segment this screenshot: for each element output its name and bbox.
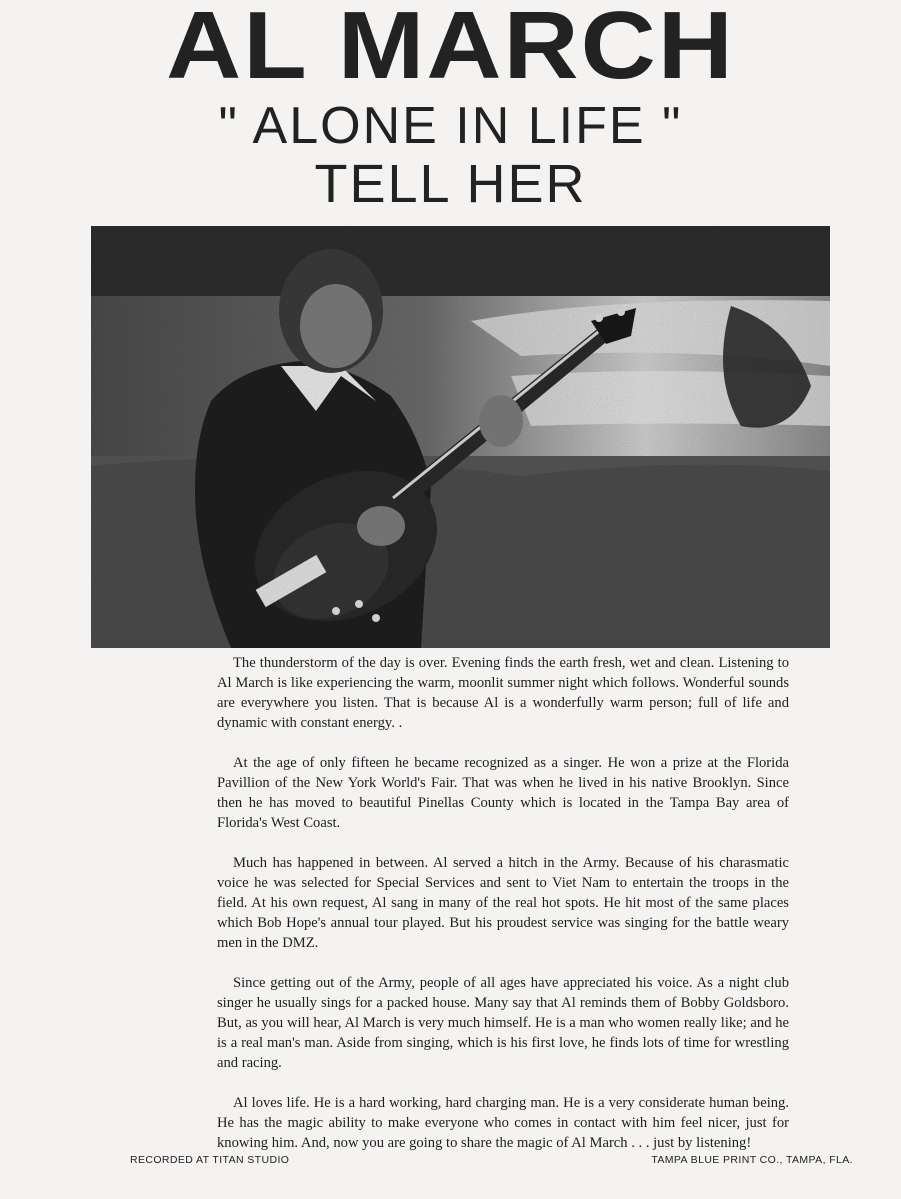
printer-credit: TAMPA BLUE PRINT CO., TAMPA, FLA.	[651, 1154, 853, 1166]
bio-paragraph-3: Much has happened in between. Al served a hitch in the Army. Because of his charasmatic voice he was selected for Special Services and sent to Viet Nam to entertain the troops in the field. At his own request, Al sang in many of the real hot spots. He hit most of the same places which Bob Hope's annual tour played. But his proudest service was singing for the battle weary men in the DMZ.	[217, 855, 789, 951]
studio-credit: RECORDED AT TITAN STUDIO	[130, 1154, 290, 1166]
song-title-alone-in-life: " ALONE IN LIFE "	[218, 97, 683, 155]
biography-text	[217, 653, 789, 1173]
photo-guitarist-icon	[91, 226, 830, 648]
song-title-tell-her: TELL HER	[314, 154, 587, 214]
bio-paragraph-2: At the age of only fifteen he became recognized as a singer. He won a prize at the Florida Pavillion of the New York World's Fair. That was when he lived in his native Brooklyn. Since then he has moved to beautiful Pinellas County which is located in the Tampa Bay area of Florida's West Coast.	[217, 755, 789, 831]
bio-paragraph-4: Since getting out of the Army, people of all ages have appreciated his voice. As a night club singer he usually sings for a packed house. Many say that Al reminds them of Bobby Goldsboro. But, as you will hear, Al March is very much himself. He is a man who women really like; and he is a real man's man. Aside from singing, which is his first love, he finds lots of time for wrestling and racing.	[217, 975, 789, 1071]
artist-name: AL MARCH	[166, 0, 735, 100]
photo-guitarist-by-lake	[91, 226, 830, 648]
bio-paragraph-1: The thunderstorm of the day is over. Evening finds the earth fresh, wet and clean. Listening to Al March is like experiencing the warm, moonlit summer night which follows. Wonderful sounds are everywhere you listen. That is because Al is a wonderfully warm person; full of life and dynamic with constant energy. .	[217, 655, 789, 731]
bio-paragraph-5: Al loves life. He is a hard working, hard charging man. He is a very considerate human being. He has the magic ability to make everyone who comes in contact with him feel nicer, just for knowing him. And, now you are going to share the magic of Al March . . . just by listening!	[217, 1095, 789, 1151]
